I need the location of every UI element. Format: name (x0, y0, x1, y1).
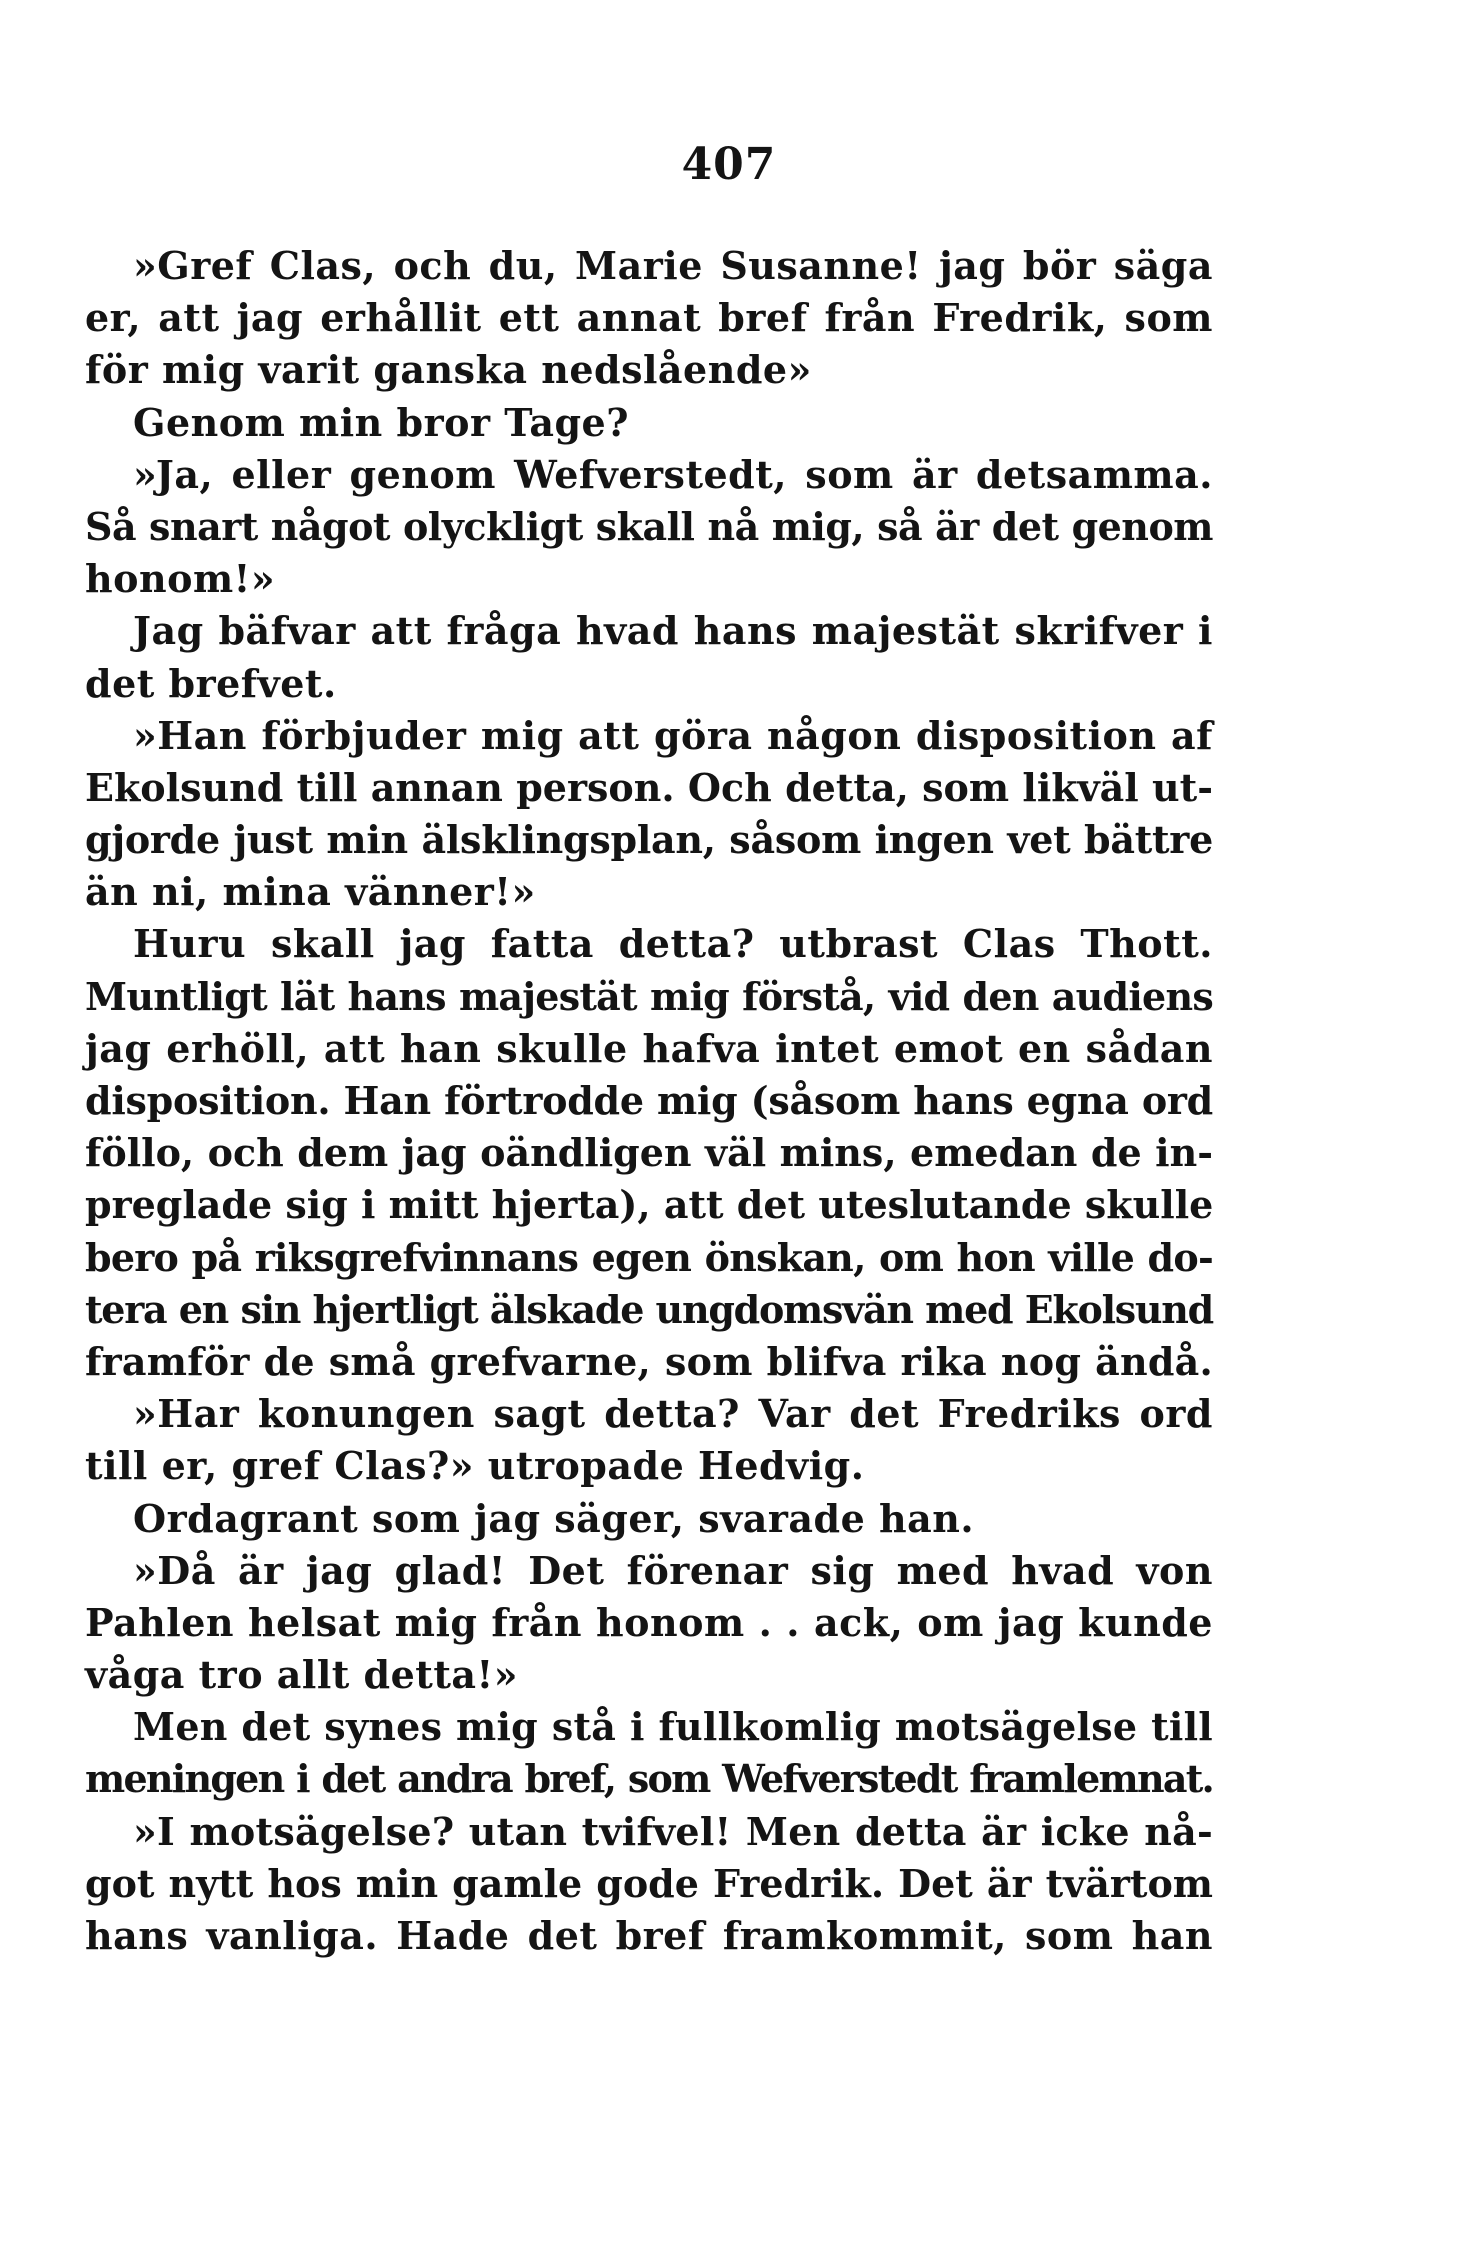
text-line: disposition. Han förtrodde mig (såsom hans egna ord (85, 1078, 1213, 1123)
text-line: Så snart något olyckligt skall nå mig, så är det genom (85, 503, 1213, 549)
text-line: Jag bäfvar att fråga hvad hans majestät skrifver i (133, 608, 1213, 654)
text-line: hans vanliga. Hade det bref framkommit, som han (85, 1913, 1213, 1958)
text-line: föllo, och dem jag oändligen väl mins, emedan de in- (85, 1130, 1213, 1176)
text-line: bero på riksgrefvinnans egen önskan, om hon ville do- (85, 1234, 1213, 1280)
text-line: Huru skall jag fatta detta? utbrast Clas Thott. (133, 921, 1213, 967)
text-line: »Han förbjuder mig att göra någon disposition af (133, 712, 1213, 758)
text-line: »Då är jag glad! Det förenar sig med hvad von (133, 1547, 1213, 1593)
text-line: framför de små grefvarne, som blifva rika nog ändå. (85, 1338, 1213, 1384)
text-line: honom!» (85, 556, 276, 602)
text-line: er, att jag erhållit ett annat bref från Fredrik, som (85, 295, 1213, 341)
text-line: för mig varit ganska nedslående» (85, 347, 812, 393)
text-line: till er, gref Clas?» utropade Hedvig. (85, 1443, 865, 1489)
text-line: Men det synes mig stå i fullkomlig motsägelse till (133, 1704, 1213, 1750)
text-line: preglade sig i mitt hjerta), att det uteslutande skulle (85, 1182, 1214, 1228)
body-text (85, 240, 1213, 1962)
text-line: Ekolsund till annan person. Och detta, som likväl ut- (85, 764, 1213, 810)
text-line: tera en sin hjertligt älskade ungdomsvän med Ekolsund (85, 1286, 1213, 1332)
text-line: våga tro allt detta!» (85, 1652, 518, 1698)
text-line: »Har konungen sagt detta? Var det Fredriks ord (133, 1391, 1213, 1437)
text-line: »Gref Clas, och du, Marie Susanne! jag bör säga (133, 243, 1213, 288)
text-line: meningen i det andra bref, som Wefverstedt framlemnat. (85, 1756, 1213, 1802)
text-line: Pahlen helsat mig från honom . . ack, om jag kunde (85, 1599, 1213, 1645)
page-number: 407 (681, 139, 777, 190)
text-line: gjorde just min älsklingsplan, såsom ingen vet bättre (85, 817, 1213, 863)
text-line: det brefvet. (85, 660, 337, 706)
text-line: Ordagrant som jag säger, svarade han. (133, 1495, 975, 1541)
text-line: än ni, mina vänner!» (85, 869, 536, 915)
text-line: got nytt hos min gamle gode Fredrik. Det är tvärtom (85, 1860, 1213, 1906)
text-line: »Ja, eller genom Wefverstedt, som är detsamma. (133, 451, 1213, 497)
text-line: »I motsägelse? utan tvifvel! Men detta är icke nå- (133, 1808, 1213, 1854)
text-line: Muntligt lät hans majestät mig förstå, vid den audiens (85, 973, 1213, 1019)
text-line: jag erhöll, att han skulle hafva intet emot en sådan (85, 1025, 1213, 1071)
text-line: Genom min bror Tage? (133, 399, 630, 445)
